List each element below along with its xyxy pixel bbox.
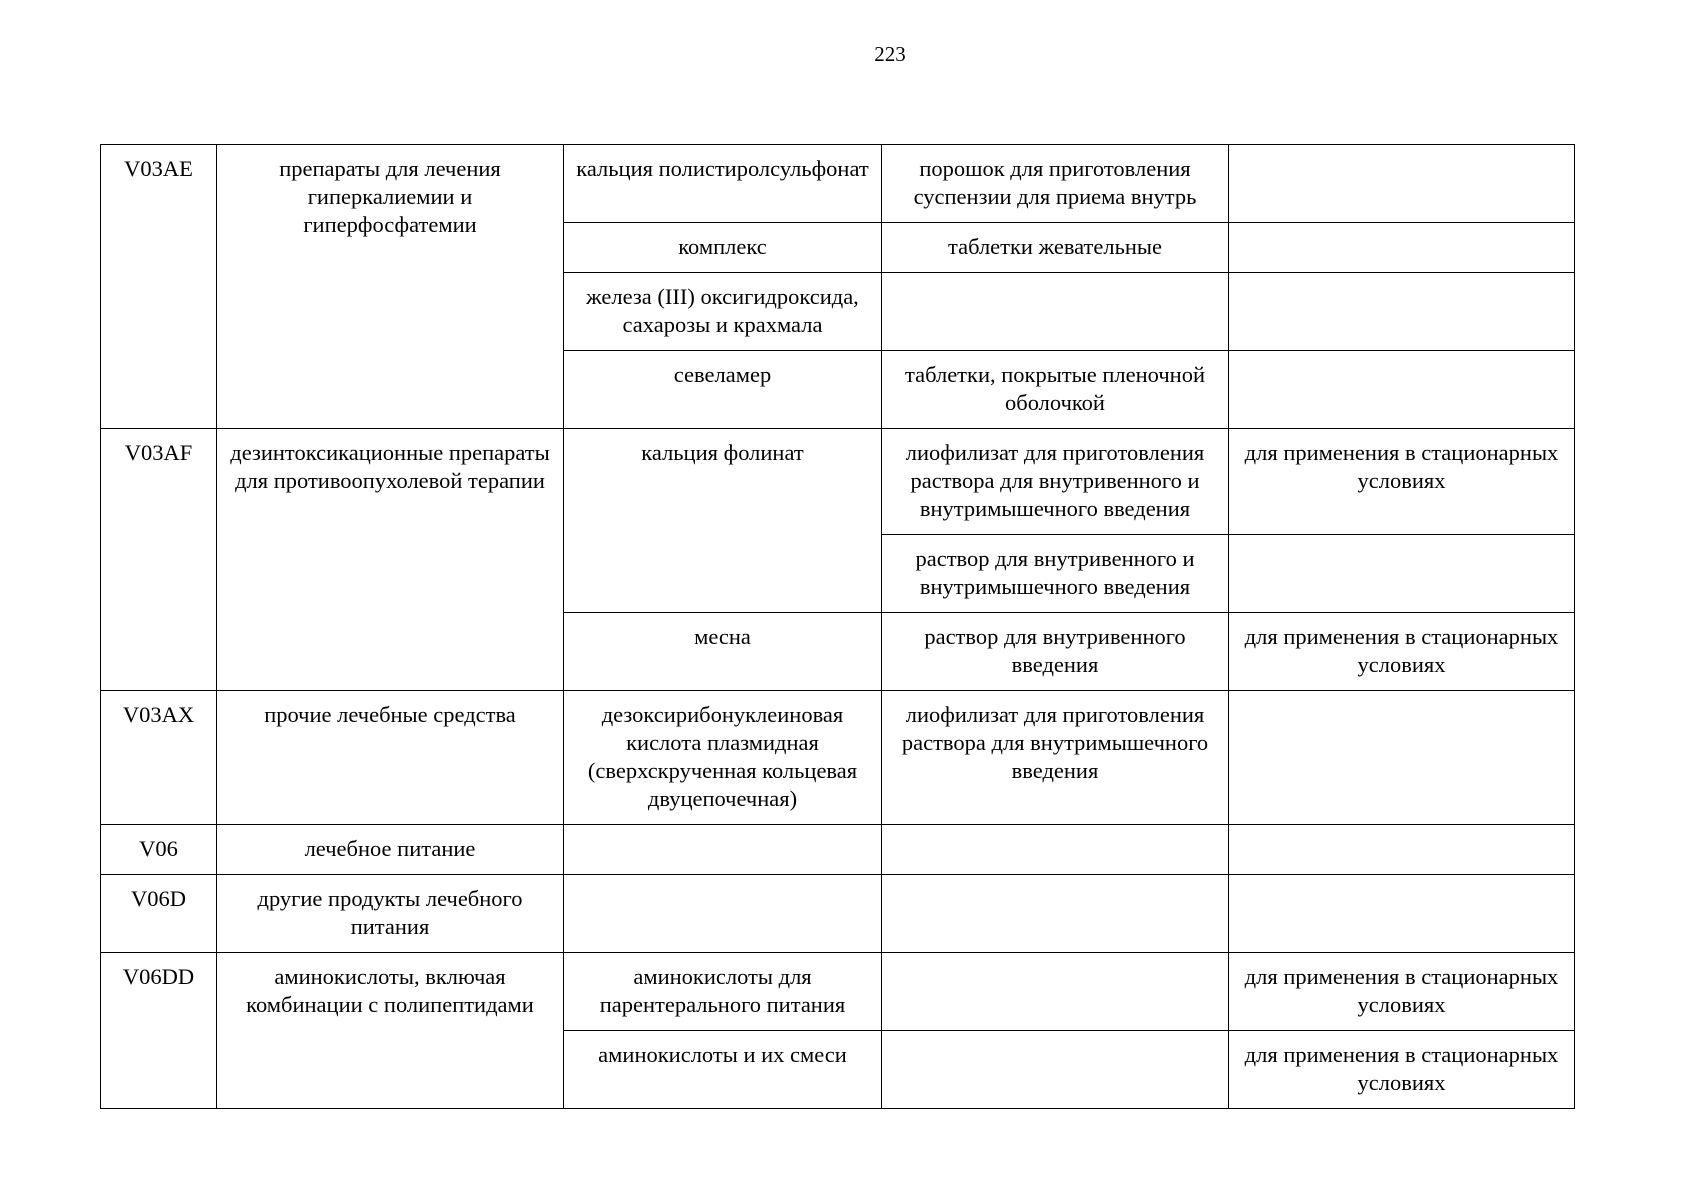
note-cell [1229, 223, 1575, 273]
drug-name-cell: комплекс [564, 223, 882, 273]
note-cell: для применения в стационарных условиях [1229, 613, 1575, 691]
group-name-cell: аминокислоты, включая комбинации с полипептидами [217, 953, 564, 1109]
note-cell [1229, 825, 1575, 875]
dosage-form-cell: раствор для внутривенного введения [882, 613, 1229, 691]
note-cell: для применения в стационарных условиях [1229, 953, 1575, 1031]
dosage-form-cell: порошок для приготовления суспензии для приема внутрь [882, 145, 1229, 223]
note-cell [1229, 145, 1575, 223]
drug-name-cell: аминокислоты для парентерального питания [564, 953, 882, 1031]
group-name-cell: другие продукты лечебного питания [217, 875, 564, 953]
dosage-form-cell [882, 1031, 1229, 1109]
dosage-form-cell: лиофилизат для приготовления раствора для внутримышечного введения [882, 691, 1229, 825]
dosage-form-cell [882, 953, 1229, 1031]
table-row [101, 691, 1575, 825]
dosage-form-cell: раствор для внутривенного и внутримышечного введения [882, 535, 1229, 613]
dosage-form-cell: таблетки жевательные [882, 223, 1229, 273]
drug-name-cell: аминокислоты и их смеси [564, 1031, 882, 1109]
note-cell [1229, 273, 1575, 351]
drug-name-cell: севеламер [564, 351, 882, 429]
atc-code-cell: V03AE [101, 145, 217, 429]
note-cell [1229, 875, 1575, 953]
drug-table [100, 144, 1575, 1109]
drug-name-cell: месна [564, 613, 882, 691]
drug-name-cell: кальция полистиролсульфонат [564, 145, 882, 223]
note-cell: для применения в стационарных условиях [1229, 429, 1575, 535]
note-cell [1229, 351, 1575, 429]
drug-name-cell: железа (III) оксигидроксида, сахарозы и крахмала [564, 273, 882, 351]
atc-code-cell: V06DD [101, 953, 217, 1109]
atc-code-cell: V03AF [101, 429, 217, 691]
table-row [101, 145, 1575, 223]
page-number: 223 [874, 42, 906, 66]
drug-name-cell [564, 825, 882, 875]
dosage-form-cell: лиофилизат для приготовления раствора для внутривенного и внутримышечного введения [882, 429, 1229, 535]
dosage-form-cell [882, 875, 1229, 953]
atc-code-cell: V03AX [101, 691, 217, 825]
note-cell: для применения в стационарных условиях [1229, 1031, 1575, 1109]
note-cell [1229, 691, 1575, 825]
dosage-form-cell [882, 273, 1229, 351]
drug-name-cell: дезоксирибонуклеиновая кислота плазмидная (сверхскрученная кольцевая двуцепочечная) [564, 691, 882, 825]
atc-code-cell: V06 [101, 825, 217, 875]
dosage-form-cell [882, 825, 1229, 875]
group-name-cell: прочие лечебные средства [217, 691, 564, 825]
group-name-cell: лечебное питание [217, 825, 564, 875]
drug-name-cell: кальция фолинат [564, 429, 882, 613]
drug-name-cell [564, 875, 882, 953]
dosage-form-cell: таблетки, покрытые пленочной оболочкой [882, 351, 1229, 429]
table-row [101, 953, 1575, 1031]
group-name-cell: дезинтоксикационные препараты для противоопухолевой терапии [217, 429, 564, 691]
table-row [101, 875, 1575, 953]
table-row [101, 825, 1575, 875]
note-cell [1229, 535, 1575, 613]
group-name-cell: препараты для лечения гиперкалиемии и гиперфосфатемии [217, 145, 564, 429]
atc-code-cell: V06D [101, 875, 217, 953]
table-row [101, 429, 1575, 535]
